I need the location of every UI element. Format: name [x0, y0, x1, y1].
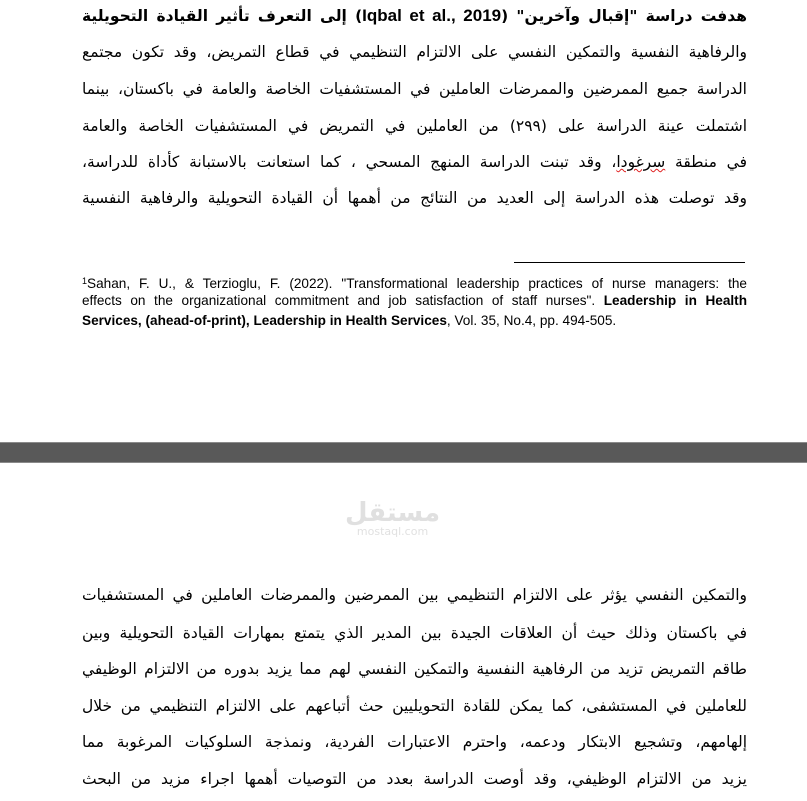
paragraph-line: في باكستان وذلك حيث أن العلاقات الجيدة بين المدير الذي يتمتع بمهارات القيادة التحويلية وبين: [82, 624, 747, 642]
footnote-journal: Services, (ahead-of-print), Leadership in Health Services: [82, 313, 447, 328]
paragraph-line: [82, 151, 747, 173]
text-segment: في منطقة: [665, 153, 748, 171]
paragraph-line: يزيد من الالتزام الوظيفي، وقد أوصت الدراسة بعدد من التوصيات أهمها اجراء مزيد من البحث: [82, 770, 747, 788]
page-separator: [0, 442, 807, 463]
paragraph-line: والرفاهية النفسية والتمكين النفسي على الالتزام التنظيمي في قطاع التمريض، وقد تكون مجتمع: [82, 43, 747, 61]
watermark-logo: [345, 500, 440, 538]
paragraph-line: إلهامهم، وتشجيع الابتكار ودعمه، واحترم الاعتبارات الفردية، ونمذجة السلوكيات المرغوبة مما: [82, 733, 747, 751]
watermark-latin: mostaql.com: [356, 525, 429, 538]
text-segment: ، وقد تبنت الدراسة المنهج المسحي ، كما استعانت بالاستبانة كأداة للدراسة،: [82, 153, 617, 171]
footnote-text: Sahan, F. U., & Terzioglu, F. (2022). "Transformational leadership practices of nurse managers: the: [87, 276, 747, 291]
paragraph-line: الدراسة جميع الممرضين والممرضات العاملين في المستشفيات الخاصة والعامة في باكستان، بينما: [82, 80, 747, 98]
footnote-text: , Vol. 35, No.4, pp. 494-505.: [446, 313, 617, 328]
spellcheck-flagged-word[interactable]: سرغودا: [616, 153, 666, 171]
paragraph-line: اشتملت عينة الدراسة على (٢٩٩) من العاملين في التمريض في المستشفيات الخاصة والعامة: [82, 117, 747, 135]
watermark-arabic: مستقل: [345, 498, 441, 528]
paragraph-line: وقد توصلت هذه الدراسة إلى العديد من النتائج من أهمها أن القيادة التحويلية والرفاهية النفسية: [82, 189, 747, 207]
citation: Iqbal et al., 2019: [362, 6, 502, 25]
footnote-marker: 1: [82, 276, 88, 286]
paragraph-line: والتمكين النفسي يؤثر على الالتزام التنظيمي بين الممرضين والممرضات العاملين في المستشفيات: [82, 586, 747, 604]
footnote-journal: Leadership in Health: [603, 293, 747, 308]
footnote-line: [82, 291, 747, 311]
text-segment: ) إلى التعرف تأثير القيادة التحويلية: [82, 7, 363, 25]
footnote-line: [82, 311, 747, 331]
footnote-separator: [514, 262, 745, 263]
paragraph-line: [82, 5, 747, 27]
footnote-text: effects on the organizational commitment and job satisfaction of staff nurses".: [82, 293, 604, 308]
text-segment: هدفت دراسة "إقبال وآخرين" (: [501, 7, 747, 25]
paragraph-line: للعاملين في المستشفى، كما يمكن للقادة التحويليين حث أتباعهم على الالتزام التنظيمي من خلال: [82, 697, 747, 715]
paragraph-line: طاقم التمريض تزيد من الرفاهية النفسية والتمكين النفسي لهم مما يزيد بدوره من الالتزام الوظيفي: [82, 660, 747, 678]
